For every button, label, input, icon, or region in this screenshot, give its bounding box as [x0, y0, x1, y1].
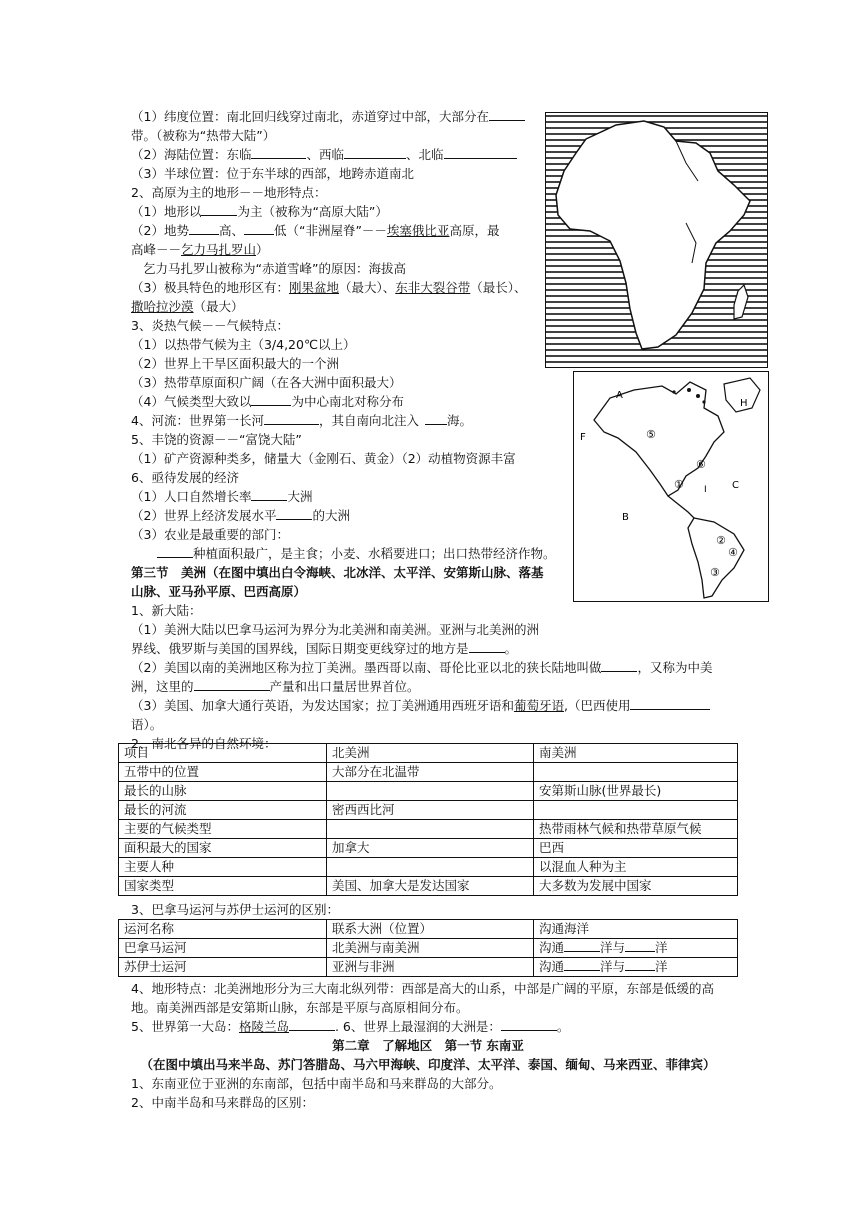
chapter-instruction: （在图中填出马来半岛、苏门答腊岛、马六甲海峡、印度洋、太平洋、泰国、缅甸、马来西亚、菲律宾）: [140, 1057, 716, 1072]
table-row: 面积最大的国家 加拿大 巴西: [119, 839, 738, 858]
north-america: [594, 382, 724, 496]
line-economy-3: （3）农业是最重要的部门：: [131, 527, 289, 542]
section-americas-title-cont: 山脉、亚马孙平原、巴西高原）: [131, 584, 307, 599]
line-terrain-1: （1）地形以 为主（被称为“高原大陆”）: [131, 204, 388, 219]
line-peninsula-difference: 2、中南半岛和马来群岛的区别：: [131, 1095, 314, 1110]
map-label-3: ③: [710, 566, 720, 579]
africa-map: [545, 112, 768, 368]
line-panama-divide: （1）美洲大陆以巴拿马运河为界分为北美洲和南美洲。亚洲与北美洲的洲: [131, 622, 539, 637]
table-row: 项目 北美洲 南美洲: [119, 744, 738, 763]
table-row: 主要人种 以混血人种为主: [119, 858, 738, 877]
table-row: 运河名称 联系大洲（位置） 沟通海洋: [119, 920, 738, 939]
section-americas-title: 第三节 美洲（在图中填出白令海峡、北冰洋、太平洋、安第斯山脉、落基: [131, 565, 544, 580]
line-new-continent: 1、新大陆：: [131, 603, 202, 618]
line-sea-land: （2）海陆位置：东临 、西临 、北临: [131, 145, 517, 164]
line-landform-features-cont: 地。南美洲西部是安第斯山脉，东部是平原与高原相间分布。: [131, 1000, 469, 1015]
map-label-b: B: [622, 512, 629, 523]
line-economy-2: （2）世界上经济发展水平 的大洲: [131, 508, 350, 523]
line-canal-title: 3、巴拿马运河与苏伊士运河的区别：: [131, 902, 339, 917]
line-languages: （3）美国、加拿大通行英语，为发达国家；拉丁美洲通用西班牙语和葡萄牙语,（巴西使用: [131, 696, 710, 715]
line-env-title: 2、南北各异的自然环境：: [131, 736, 277, 751]
line-climate-2: （2）世界上干旱区面积最大的一个洲: [131, 356, 339, 371]
line-southeast-asia: 1、东南亚位于亚洲的东南部，包括中南半岛和马来群岛的大部分。: [131, 1076, 502, 1091]
map-label-6: ⑥: [696, 458, 706, 471]
line-largest-island: 5、世界第一大岛：格陵兰岛 . 6、世界上最湿润的大洲是： 。: [131, 1019, 570, 1034]
line-resources: （1）矿产资源种类多，储量大（金刚石、黄金）（2）动植物资源丰富: [131, 451, 516, 466]
map-label-5: ⑤: [646, 428, 656, 441]
table-row: 苏伊士运河 亚洲与非洲 沟通 洋与 洋: [119, 958, 738, 977]
line-terrain-title: 2、高原为主的地形－－地形特点：: [131, 185, 327, 200]
line-climate-1: （1）以热带气候为主（3/4,20℃以上）: [131, 337, 356, 352]
line-economy-title: 6、亟待发展的经济: [131, 470, 239, 485]
line-landforms: （3）极具特色的地形区有：刚果盆地（最大）、东非大裂谷带（最长）、: [131, 280, 527, 295]
africa-map-drawing: [546, 113, 767, 367]
line-sahara: 撒哈拉沙漠（最大）: [131, 299, 244, 314]
line-terrain-2: （2）地势 高、 低（“非洲屋脊”－－埃塞俄比亚高原，最: [131, 223, 500, 238]
line-snow-peak: 乞力马扎罗山被称为“赤道雪峰”的原因：海拔高: [143, 261, 406, 276]
line-date-line: 界线、俄罗斯与美国的国界线，国际日期变更线穿过的地方是 。: [131, 641, 518, 656]
map-label-h: H: [740, 398, 748, 409]
line-river: 4、河流：世界第一长河 ，其自南向北注入 海。: [131, 413, 472, 428]
americas-comparison-table: [118, 743, 738, 896]
line-languages-end: 语）。: [131, 717, 163, 732]
table-row: 巴拿马运河 北美洲与南美洲 沟通 洋与 洋: [119, 939, 738, 958]
map-label-1: ①: [674, 478, 684, 491]
table-row: 国家类型 美国、加拿大是发达国家 大多数为发展中国家: [119, 877, 738, 896]
map-label-f: F: [580, 432, 586, 443]
table-row: 主要的气候类型 热带雨林气候和热带草原气候: [119, 820, 738, 839]
line-climate-4: （4）气候类型大致以 为中心南北对称分布: [131, 394, 404, 409]
line-tropical-continent: 带。（被称为“热带大陆”）: [131, 128, 276, 143]
americas-map: [573, 371, 769, 602]
canal-comparison-table: [118, 919, 738, 977]
line-climate-3: （3）热带草原面积广阔（在各大洲中面积最大）: [131, 375, 402, 390]
line-central-america: 洲，这里的 产量和出口量居世界首位。: [131, 679, 420, 694]
table-row: 最长的河流 密西西比河: [119, 801, 738, 820]
line-agriculture: 种植面积最广，是主食；小麦、水稻要进口；出口热带经济作物。: [157, 544, 556, 563]
americas-map-drawing: [574, 372, 768, 601]
map-label-i: I: [704, 485, 707, 495]
line-latitude: （1）纬度位置：南北回归线穿过南北，赤道穿过中部，大部分在: [131, 107, 525, 126]
line-climate-title: 3、炎热气候－－气候特点：: [131, 318, 289, 333]
central-america: [668, 496, 694, 518]
map-label-c: C: [732, 480, 739, 491]
map-label-2: ②: [716, 534, 726, 547]
line-highest-peak: 高峰－－乞力马扎罗山）: [131, 242, 269, 257]
table-row: 最长的山脉 安第斯山脉(世界最长): [119, 782, 738, 801]
chapter-title: 第二章 了解地区 第一节 东南亚: [332, 1038, 524, 1053]
line-landform-features: 4、地形特点：北美洲地形分为三大南北纵列带：西部是高大的山系，中部是广阔的平原，东部是低缓的高: [131, 981, 714, 996]
table-row: 五带中的位置 大部分在北温带: [119, 763, 738, 782]
line-economy-1: （1）人口自然增长率 大洲: [131, 489, 313, 504]
map-label-a: A: [616, 390, 623, 401]
line-resources-title: 5、丰饶的资源－－“富饶大陆”: [131, 432, 302, 447]
line-latin-america: （2）美国以南的美洲地区称为拉丁美洲。墨西哥以南、哥伦比亚以北的狭长陆地叫做 ，又称为中美: [131, 660, 713, 675]
map-label-4: ④: [728, 546, 738, 559]
line-hemisphere: （3）半球位置：位于东半球的西部，地跨赤道南北: [131, 166, 414, 181]
